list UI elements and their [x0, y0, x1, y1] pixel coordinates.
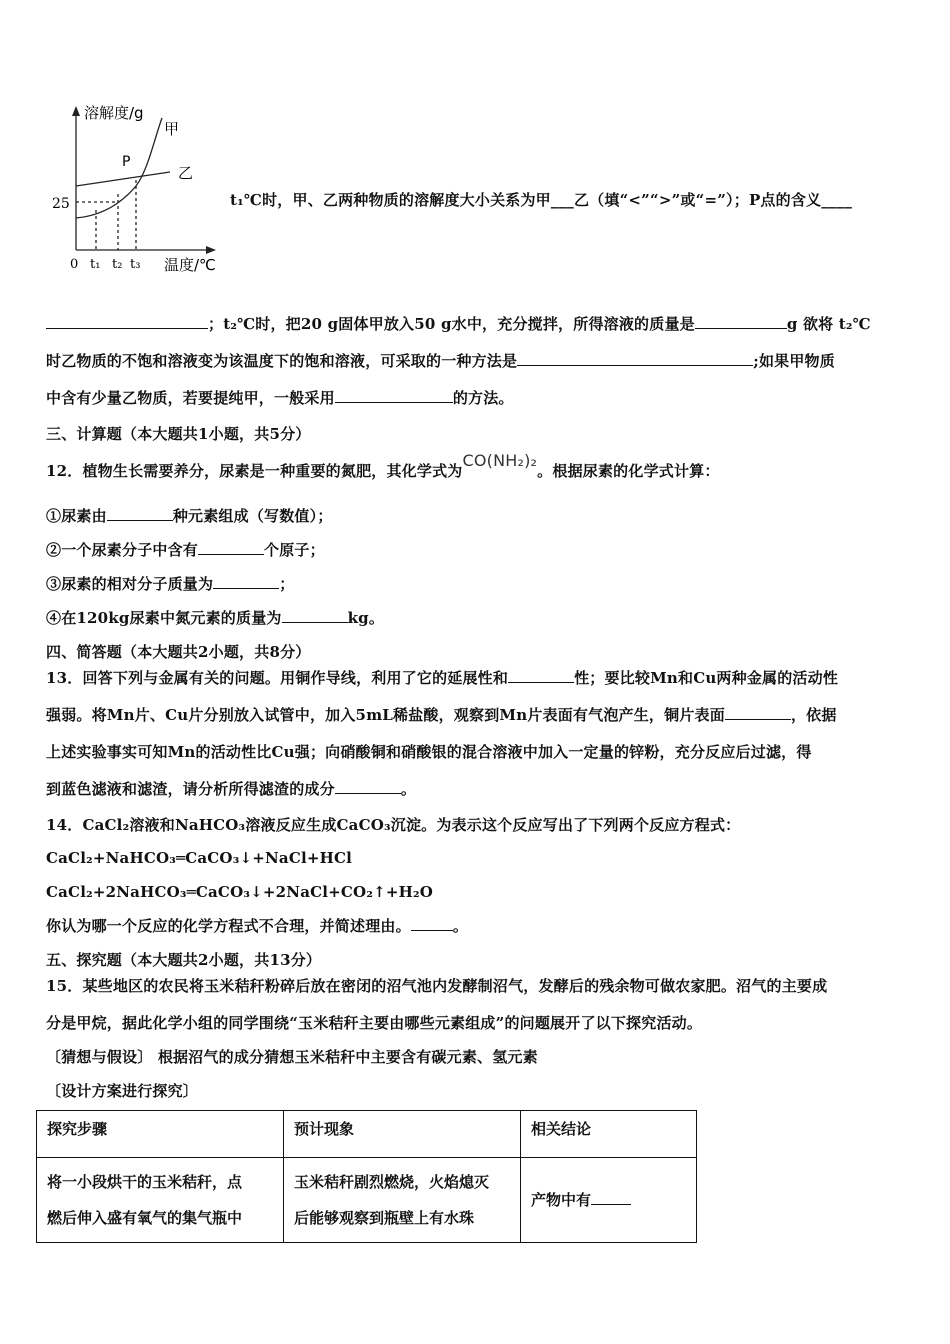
q13-line4-text-a: 到蓝色滤液和滤渣，请分析所得滤渣的成分	[46, 780, 335, 798]
graph-x-tick-t1: t₁	[90, 257, 101, 272]
section5-heading: 五、探究题（本大题共2小题，共13分）	[46, 951, 322, 969]
curve-yi	[76, 172, 170, 186]
q14-equation-2: CaCl₂+2NaHCO₃═CaCO₃↓+2NaCl+CO₂↑+H₂O	[46, 883, 434, 901]
q11-line3	[46, 351, 835, 371]
blank[interactable]	[695, 314, 787, 329]
q15-design: 〔设计方案进行探究〕	[46, 1082, 199, 1100]
q12-item1-text-a: ①尿素由	[46, 507, 107, 525]
q12-item2-text-b: 个原子；	[264, 541, 325, 559]
graph-curve-jia-label: 甲	[164, 120, 180, 138]
q12-item1-text-b: 种元素组成（写数值）；	[172, 507, 333, 525]
q13-line4	[46, 779, 416, 799]
q11-line2-text-a: ；t₂℃时，把20 g固体甲放入50 g水中，充分搅拌，所得溶液的质量是	[208, 315, 695, 333]
q13-line2	[46, 705, 837, 725]
q15-hypothesis: 〔猜想与假设〕 根据沼气的成分猜想玉米秸秆中主要含有碳元素、氢元素	[46, 1048, 538, 1066]
cell-conclusion-text: 产物中有	[531, 1191, 592, 1209]
table-header-row	[37, 1111, 697, 1158]
q11-line3-text-b: ;如果甲物质	[753, 352, 835, 370]
blank[interactable]	[282, 608, 348, 623]
cell-phenomenon-line2: 后能够观察到瓶壁上有水珠	[294, 1209, 475, 1227]
blank[interactable]	[198, 540, 264, 555]
cell-step	[37, 1158, 284, 1243]
q12-item3	[46, 574, 294, 594]
q13-line2-text-b: ，依据	[790, 706, 837, 724]
graph-curve-yi-label: 乙	[178, 164, 194, 182]
q14-equation-1: CaCl₂+NaHCO₃═CaCO₃↓+NaCl+HCl	[46, 849, 353, 867]
cell-phenomenon-line1: 玉米秸秆剧烈燃烧，火焰熄灭	[294, 1173, 490, 1191]
q13-line1	[46, 668, 838, 688]
graph-x-tick-t2: t₂	[112, 257, 123, 272]
q11-line4-text-a: 中含有少量乙物质，若要提纯甲，一般采用	[46, 389, 335, 407]
q11-line4	[46, 388, 514, 408]
blank[interactable]	[107, 506, 173, 521]
blank[interactable]	[591, 1190, 631, 1205]
q13-line1-text-a: 13．回答下列与金属有关的问题。用铜作导线，利用了它的延展性和	[46, 669, 509, 687]
graph-point-label: P	[122, 154, 131, 170]
graph-y-tick: 25	[52, 196, 70, 212]
q11-line3-text-a: 时乙物质的不饱和溶液变为该温度下的饱和溶液，可采取的一种方法是	[46, 352, 518, 370]
q13-line3: 上述实验事实可知Mn的活动性比Cu强；向硝酸铜和硝酸银的混合溶液中加入一定量的锌粉，充分反应后过滤，得	[46, 743, 812, 761]
q14-question	[46, 916, 468, 936]
header-step: 探究步骤	[37, 1111, 284, 1158]
graph-xlabel: 温度/℃	[164, 256, 216, 274]
section3-heading: 三、计算题（本大题共1小题，共5分）	[46, 425, 311, 443]
q12-item4	[46, 608, 384, 628]
table-row	[37, 1158, 697, 1243]
q14-stem: 14．CaCl₂溶液和NaHCO₃溶液反应生成CaCO₃沉淀。为表示这个反应写出了下列两个反应方程式：	[46, 816, 741, 834]
y-axis-arrow	[72, 106, 80, 116]
q12-item3-text-b: ；	[279, 575, 295, 593]
q11-line2	[46, 314, 871, 334]
q12-item1	[46, 506, 333, 526]
q14-question-text-a: 你认为哪一个反应的化学方程式不合理，并简述理由。	[46, 917, 411, 935]
q11-line1: t₁℃时，甲、乙两种物质的溶解度大小关系为甲___乙（填“<”“>”或“=”）；P点的含义____	[230, 191, 853, 209]
graph-ylabel: 溶解度/g	[84, 104, 144, 122]
q15-line2: 分是甲烷，据此化学小组的同学围绕“玉米秸秆主要由哪些元素组成”的问题展开了以下探究活动。	[46, 1014, 703, 1032]
blank[interactable]	[517, 351, 753, 366]
solubility-graph	[40, 100, 230, 280]
q12-item4-text-b: kg。	[347, 609, 385, 627]
blank[interactable]	[213, 574, 279, 589]
q12-stem-text-b: 。根据尿素的化学式计算：	[537, 462, 720, 480]
blank[interactable]	[725, 705, 791, 720]
header-conclusion: 相关结论	[521, 1111, 697, 1158]
q14-question-text-b: 。	[452, 917, 469, 935]
q11-line4-text-b: 的方法。	[452, 389, 514, 407]
curve-jia	[76, 118, 162, 218]
q12-item3-text-a: ③尿素的相对分子质量为	[46, 575, 214, 593]
blank[interactable]	[335, 779, 401, 794]
blank[interactable]	[335, 388, 453, 403]
cell-conclusion	[521, 1158, 697, 1243]
graph-x-tick-0: 0	[70, 257, 79, 272]
q12-stem-text-a: 12．植物生长需要养分，尿素是一种重要的氮肥，其化学式为	[46, 462, 463, 480]
q12-item2-text-a: ②一个尿素分子中含有	[46, 541, 199, 559]
blank[interactable]	[411, 916, 453, 931]
q13-line4-text-b: 。	[400, 780, 417, 798]
q12-stem	[46, 451, 720, 481]
x-axis-arrow	[206, 246, 216, 254]
cell-step-line1: 将一小段烘干的玉米秸秆，点	[47, 1173, 243, 1191]
blank[interactable]	[508, 668, 574, 683]
cell-phenomenon	[284, 1158, 521, 1243]
q12-item2	[46, 540, 325, 560]
q15-line1: 15．某些地区的农民将玉米秸秆粉碎后放在密闭的沼气池内发酵制沼气，发酵后的残余物可做农家肥。沼气的主要成	[46, 977, 828, 995]
urea-formula: CO(NH₂)₂	[462, 451, 538, 470]
cell-step-line2: 燃后伸入盛有氧气的集气瓶中	[47, 1209, 243, 1227]
q12-item4-text-a: ④在120kg尿素中氮元素的质量为	[46, 609, 282, 627]
q13-line2-text-a: 强弱。将Mn片、Cu片分别放入试管中，加入5mL稀盐酸，观察到Mn片表面有气泡产生，铜片表面	[46, 706, 725, 724]
header-phenomenon: 预计现象	[284, 1111, 521, 1158]
section4-heading: 四、简答题（本大题共2小题，共8分）	[46, 643, 311, 661]
blank[interactable]	[46, 314, 208, 329]
q13-line1-text-b: 性；要比较Mn和Cu两种金属的活动性	[574, 669, 839, 687]
experiment-table	[36, 1110, 697, 1243]
graph-x-tick-t3: t₃	[130, 257, 141, 272]
q11-line2-text-b: g 欲将 t₂℃	[786, 315, 871, 333]
